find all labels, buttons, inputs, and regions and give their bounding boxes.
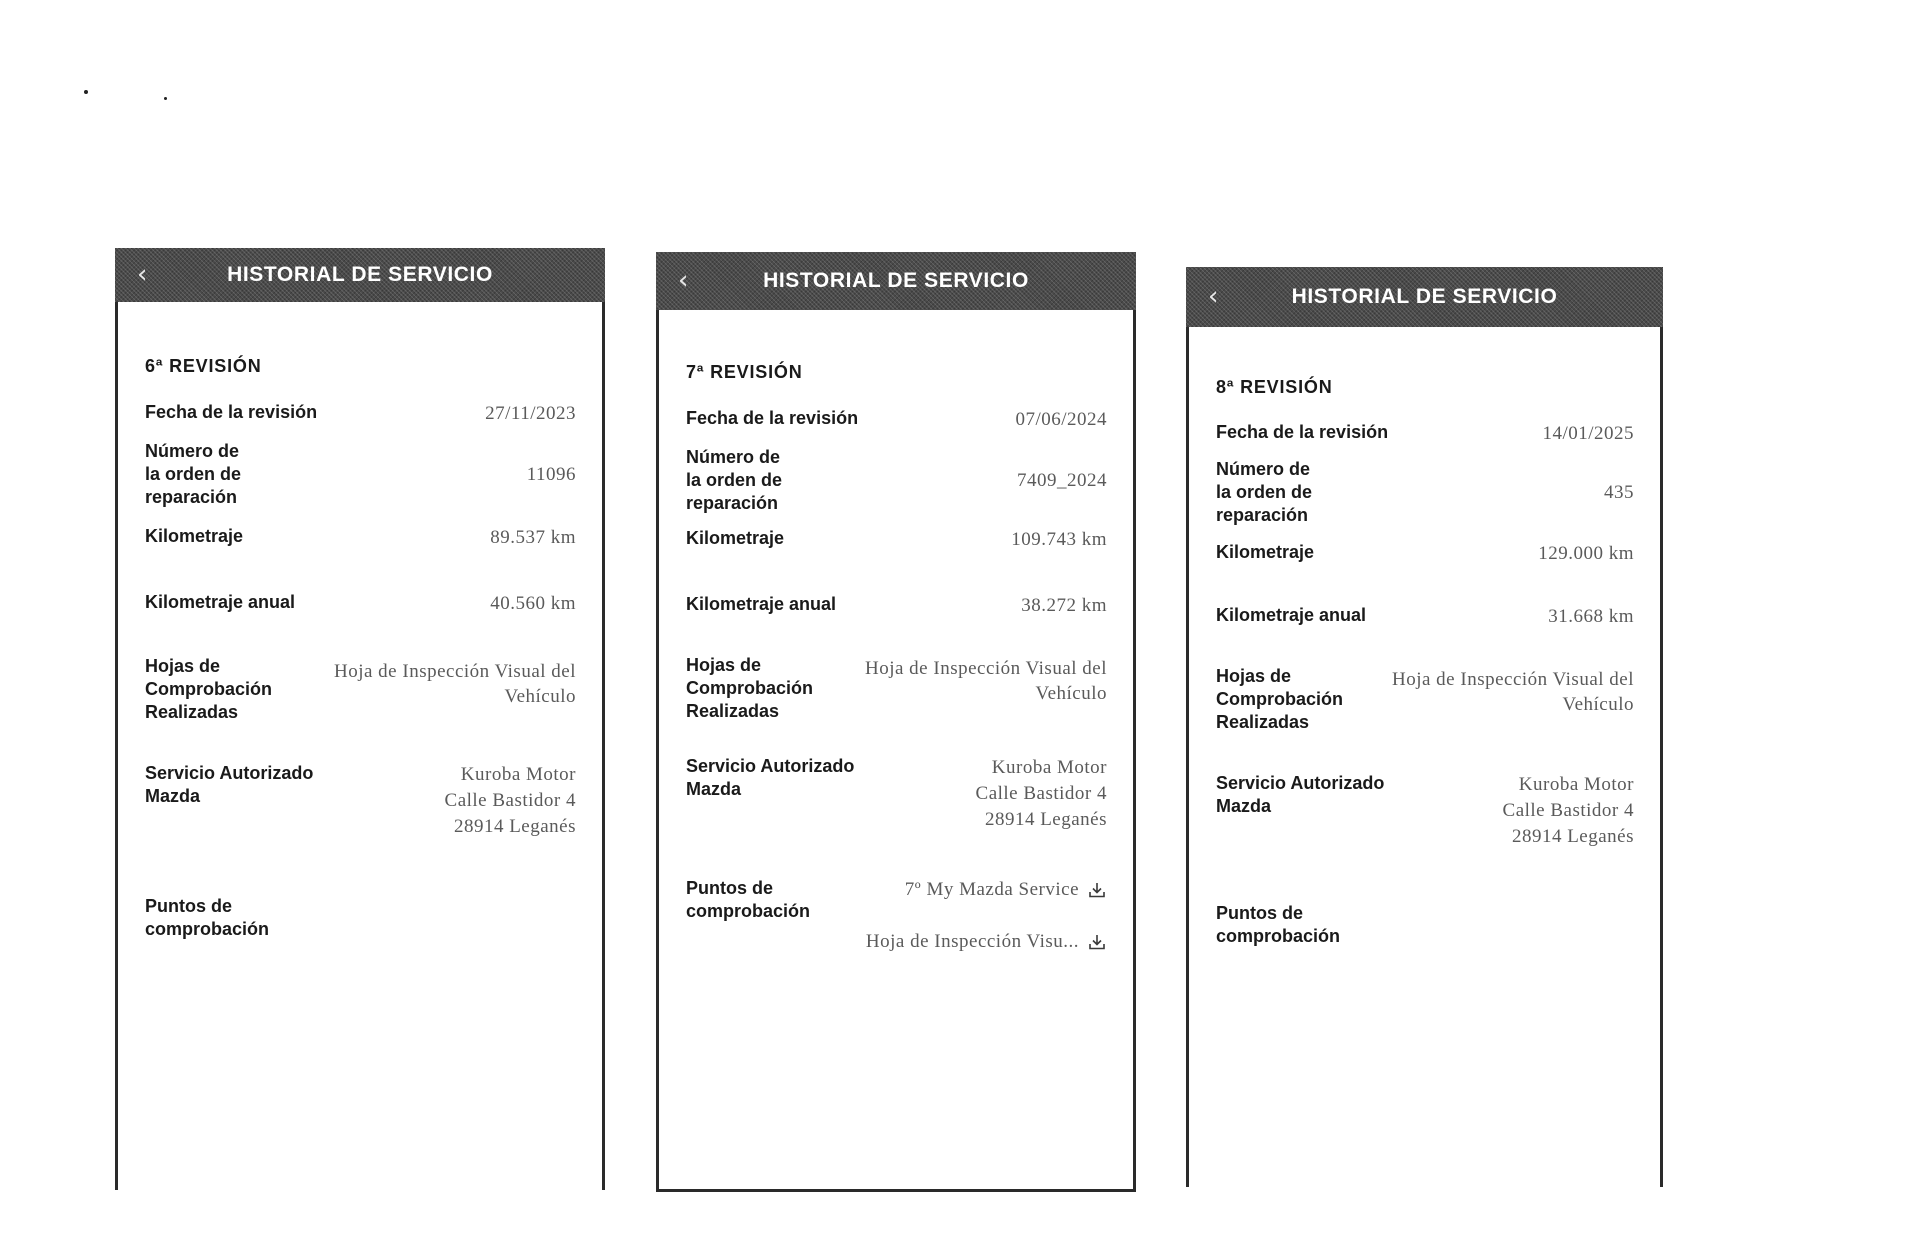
document-link[interactable] (866, 929, 1107, 954)
hojas-row (1216, 665, 1634, 734)
km-anual-label: Kilometraje anual (145, 592, 296, 612)
header-title: HISTORIAL DE SERVICIO (1291, 285, 1558, 308)
km-value: 129.000 km (1538, 543, 1634, 564)
header-title: HISTORIAL DE SERVICIO (227, 263, 493, 286)
fecha-row (686, 407, 1107, 432)
orden-label: Número de la orden de reparación (145, 441, 242, 507)
hojas-label: Hojas de Comprobación Realizadas (1216, 666, 1344, 732)
revision-title: 6ª REVISIÓN (145, 356, 262, 376)
km-anual-row (145, 591, 576, 616)
hojas-value: Hoja de Inspección Visual del Vehículo (334, 661, 576, 707)
fecha-row (145, 401, 576, 426)
service-card-8 (1186, 267, 1663, 1187)
servicio-value: Kuroba Motor Calle Bastidor 4 28914 Leganés (1502, 774, 1634, 847)
km-label: Kilometraje (686, 528, 785, 548)
fecha-label: Fecha de la revisión (145, 402, 318, 422)
servicio-value: Kuroba Motor Calle Bastidor 4 28914 Leganés (444, 764, 576, 837)
document-link[interactable] (866, 877, 1107, 902)
app-header (656, 252, 1136, 310)
puntos-row (1216, 902, 1634, 948)
fecha-label: Fecha de la revisión (686, 408, 859, 428)
fecha-value: 27/11/2023 (485, 403, 576, 424)
hojas-row (145, 655, 576, 724)
chevron-left-icon[interactable]: ‹ (1208, 281, 1219, 312)
hojas-row (686, 654, 1107, 723)
service-card-6 (115, 248, 605, 1190)
service-card-7 (656, 252, 1136, 1192)
orden-value: 7409_2024 (1017, 470, 1107, 491)
puntos-label: Puntos de comprobación (145, 896, 270, 939)
km-anual-label: Kilometraje anual (686, 594, 837, 614)
app-header (1186, 267, 1663, 327)
servicio-row (145, 762, 576, 840)
fecha-value: 14/01/2025 (1542, 423, 1634, 444)
hojas-label: Hojas de Comprobación Realizadas (145, 656, 273, 722)
km-anual-row (686, 593, 1107, 618)
orden-value: 11096 (526, 464, 576, 485)
download-icon[interactable] (1087, 880, 1107, 900)
fecha-label: Fecha de la revisión (1216, 422, 1389, 442)
document-name[interactable]: Hoja de Inspección Visu... (865, 931, 1079, 952)
servicio-row (686, 755, 1107, 833)
km-anual-value: 31.668 km (1548, 606, 1634, 627)
download-icon[interactable] (1087, 932, 1107, 952)
km-row (145, 525, 576, 550)
orden-label: Número de la orden de reparación (686, 447, 783, 513)
chevron-left-icon[interactable]: ‹ (678, 265, 689, 296)
revision-title: 7ª REVISIÓN (686, 362, 803, 382)
km-anual-label: Kilometraje anual (1216, 605, 1367, 625)
puntos-documents (866, 877, 1107, 954)
km-value: 109.743 km (1011, 529, 1107, 550)
scan-speck (164, 97, 167, 100)
fecha-value: 07/06/2024 (1015, 409, 1107, 430)
orden-row (145, 440, 576, 509)
servicio-label: Servicio Autorizado Mazda (1216, 773, 1385, 816)
km-anual-row (1216, 604, 1634, 629)
servicio-label: Servicio Autorizado Mazda (145, 763, 314, 806)
servicio-label: Servicio Autorizado Mazda (686, 756, 855, 799)
puntos-label: Puntos de comprobación (686, 878, 811, 921)
servicio-value: Kuroba Motor Calle Bastidor 4 28914 Leganés (975, 757, 1107, 830)
orden-row (686, 446, 1107, 515)
orden-row (1216, 458, 1634, 527)
chevron-left-icon[interactable]: ‹ (137, 259, 148, 290)
document-name[interactable]: 7º My Mazda Service (904, 879, 1079, 900)
km-value: 89.537 km (490, 527, 576, 548)
puntos-row (686, 877, 1107, 954)
puntos-label: Puntos de comprobación (1216, 903, 1341, 946)
hojas-value: Hoja de Inspección Visual del Vehículo (1392, 669, 1634, 715)
km-anual-value: 40.560 km (490, 593, 576, 614)
puntos-row (145, 895, 576, 941)
km-label: Kilometraje (145, 526, 244, 546)
hojas-label: Hojas de Comprobación Realizadas (686, 655, 814, 721)
scan-speck (84, 90, 88, 94)
app-header (115, 248, 605, 302)
km-anual-value: 38.272 km (1021, 595, 1107, 616)
km-row (686, 527, 1107, 552)
orden-value: 435 (1604, 482, 1634, 503)
servicio-row (1216, 772, 1634, 850)
fecha-row (1216, 421, 1634, 446)
orden-label: Número de la orden de reparación (1216, 459, 1313, 525)
revision-title: 8ª REVISIÓN (1216, 377, 1333, 397)
hojas-value: Hoja de Inspección Visual del Vehículo (865, 658, 1107, 704)
km-label: Kilometraje (1216, 542, 1315, 562)
km-row (1216, 541, 1634, 566)
header-title: HISTORIAL DE SERVICIO (763, 269, 1029, 292)
